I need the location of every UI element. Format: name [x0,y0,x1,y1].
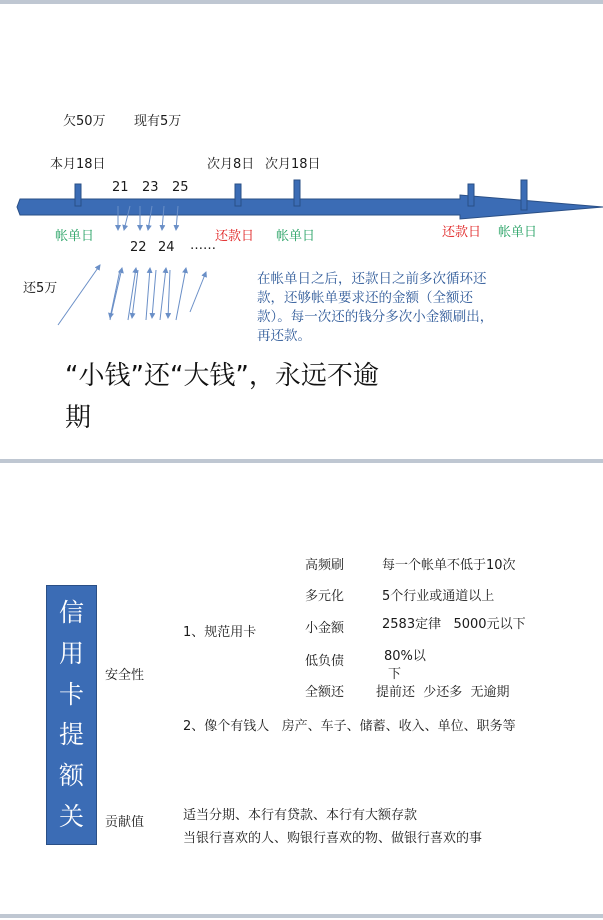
row-value-low-debt-wrap: 下 [388,667,402,682]
rich-person-line: 2、像个有钱人 房产、车子、储蓄、收入、单位、职务等 [183,719,516,734]
date-this-month-18: 本月18日 [50,157,106,172]
row-value-full-repay: 提前还 少还多 无逾期 [376,685,510,700]
repay-5w-label: 还5万 [23,281,58,296]
statement-day-label-2: 帐单日 [276,229,316,244]
slogan-line-1: “小钱”还“大钱”，永远不逾 [65,361,379,391]
row-key-full-repay: 全额还 [305,685,345,700]
slogan-line-2: 期 [65,403,92,433]
row-key-small-amount: 小金额 [305,621,345,636]
day-23: 23 [142,180,159,195]
day-25: 25 [172,180,189,195]
bottom-separator [0,914,603,918]
day-21: 21 [112,180,129,195]
explanation-line-1: 在帐单日之后，还款日之前多次循环还 [257,271,487,287]
row-key-low-debt: 低负债 [305,654,345,669]
repay-day-label-2: 还款日 [442,225,482,240]
security-label: 安全性 [105,668,145,683]
tick-later-2 [521,180,527,210]
top-separator [0,0,603,4]
statement-day-label-3: 帐单日 [498,225,538,240]
repayment-arrows [0,200,250,330]
explanation-line-4: 再还款。 [257,328,311,344]
statement-day-label-1: 帐单日 [55,229,95,244]
row-value-small-amount: 2583定律 5000元以下 [382,617,526,632]
ellipsis: …… [190,238,216,253]
title-char-6: 关 [58,802,84,832]
debt-label: 欠50万 [63,114,106,129]
explanation-line-2: 款，还够帐单要求还的金额（全额还 [257,290,473,306]
tick-next-month-18 [294,180,300,206]
row-key-high-frequency: 高频刷 [305,558,345,573]
repay-day-label-1: 还款日 [215,229,255,244]
contribution-line-2: 当银行喜欢的人、购银行喜欢的物、做银行喜欢的事 [183,831,483,846]
day-22: 22 [130,240,147,255]
row-value-diversified: 5个行业或通道以上 [382,589,495,604]
date-next-month-18: 次月18日 [265,157,321,172]
title-char-3: 卡 [58,679,84,709]
row-key-diversified: 多元化 [305,589,345,604]
day-24: 24 [158,240,175,255]
contribution-line-1: 适当分期、本行有贷款、本行有大额存款 [183,808,418,823]
cash-label: 现有5万 [134,114,182,129]
contribution-label: 贡献值 [105,815,145,830]
title-char-1: 信 [58,597,84,627]
tick-later-1 [468,184,474,206]
explanation-line-3: 款）。每一次还的钱分多次小金额刷出， [257,309,494,325]
title-char-5: 额 [58,761,84,791]
row-value-high-frequency: 每一个帐单不低于10次 [382,558,516,573]
standard-use-label: 1、规范用卡 [183,625,257,640]
credit-limit-title-box [46,585,97,845]
date-next-month-8: 次月8日 [207,157,255,172]
title-char-2: 用 [58,638,84,668]
row-value-low-debt: 80%以 [384,649,426,664]
title-char-4: 提 [58,720,84,750]
middle-separator [0,459,603,463]
